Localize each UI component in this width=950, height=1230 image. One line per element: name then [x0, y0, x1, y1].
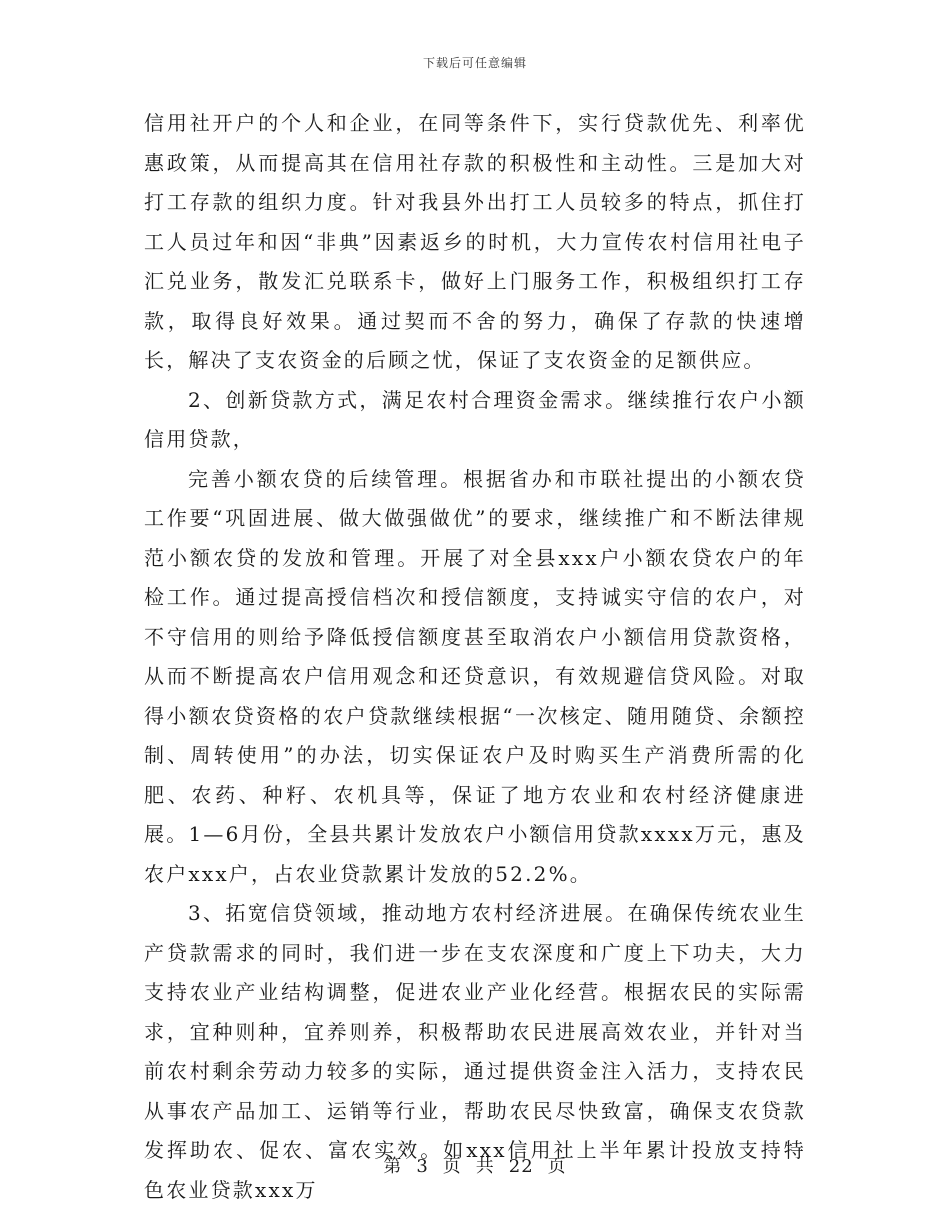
footer-middle: 页 [442, 1156, 462, 1177]
footer-suffix: 页 [547, 1156, 567, 1177]
paragraph-section-2-heading: 2、创新贷款方式，满足农村合理资金需求。继续推行农户小额信用贷款， [144, 387, 806, 451]
document-body [144, 104, 806, 1210]
footer-prefix: 第 [383, 1156, 403, 1177]
paragraph-continuation: 信用社开户的个人和企业，在同等条件下，实行贷款优先、利率优惠政策，从而提高其在信用社存款的积极性和主动性。三是加大对打工存款的组织力度。针对我县外出打工人员较多的特点，抓住打工人员过年和因“非典”因素返乡的时机，大力宣传农村信用社电子汇兑业务，散发汇兑联系卡，做好上门服务工作，积极组织打工存款，取得良好效果。通过契而不舍的努力，确保了存款的快速增长，解决了支农资金的后顾之忧，保证了支农资金的足额供应。 [144, 111, 806, 372]
paragraph-section-3: 3、拓宽信贷领域，推动地方农村经济进展。在确保传统农业生产贷款需求的同时，我们进一步在支农深度和广度上下功夫，大力支持农业产业结构调整，促进农业产业化经营。根据农民的实际需求，宜种则种，宜养则养，积极帮助农民进展高效农业，并针对当前农村剩余劳动力较多的实际，通过提供资金注入活力，支持农民从事农产品加工、运销等行业，帮助农民尽快致富，确保支农贷款发挥助农、促农、富农实效。如xxx信用社上半年累计投放支持特色农业贷款xxx万 [144, 901, 806, 1202]
page-header-note: 下载后可任意编辑 [422, 56, 527, 70]
page-number-footer [0, 1152, 950, 1178]
paragraph-section-2-body: 完善小额农贷的后续管理。根据省办和市联社提出的小额农贷工作要“巩固进展、做大做强做优”的要求，继续推广和不断法律规范小额农贷的发放和管理。开展了对全县xxx户小额农贷农户的年检工作。通过提高授信档次和授信额度，支持诚实守信的农户，对不守信用的则给予降低授信额度甚至取消农户小额信用贷款资格，从而不断提高农户信用观念和还贷意识，有效规避信贷风险。对取得小额农贷资格的农户贷款继续根据“一次核定、随用随贷、余额控制、周转使用”的办法，切实保证农户及时购买生产消费所需的化肥、农药、种籽、农机具等，保证了地方农业和农村经济健康进展。1—6月份，全县共累计发放农户小额信用贷款xxxx万元，惠及农户xxx户，占农业贷款累计发放的52.2%。 [144, 466, 806, 886]
footer-total-label: 共 [475, 1156, 495, 1177]
footer-current-page: 3 [416, 1156, 429, 1177]
footer-total-pages: 22 [508, 1156, 534, 1177]
